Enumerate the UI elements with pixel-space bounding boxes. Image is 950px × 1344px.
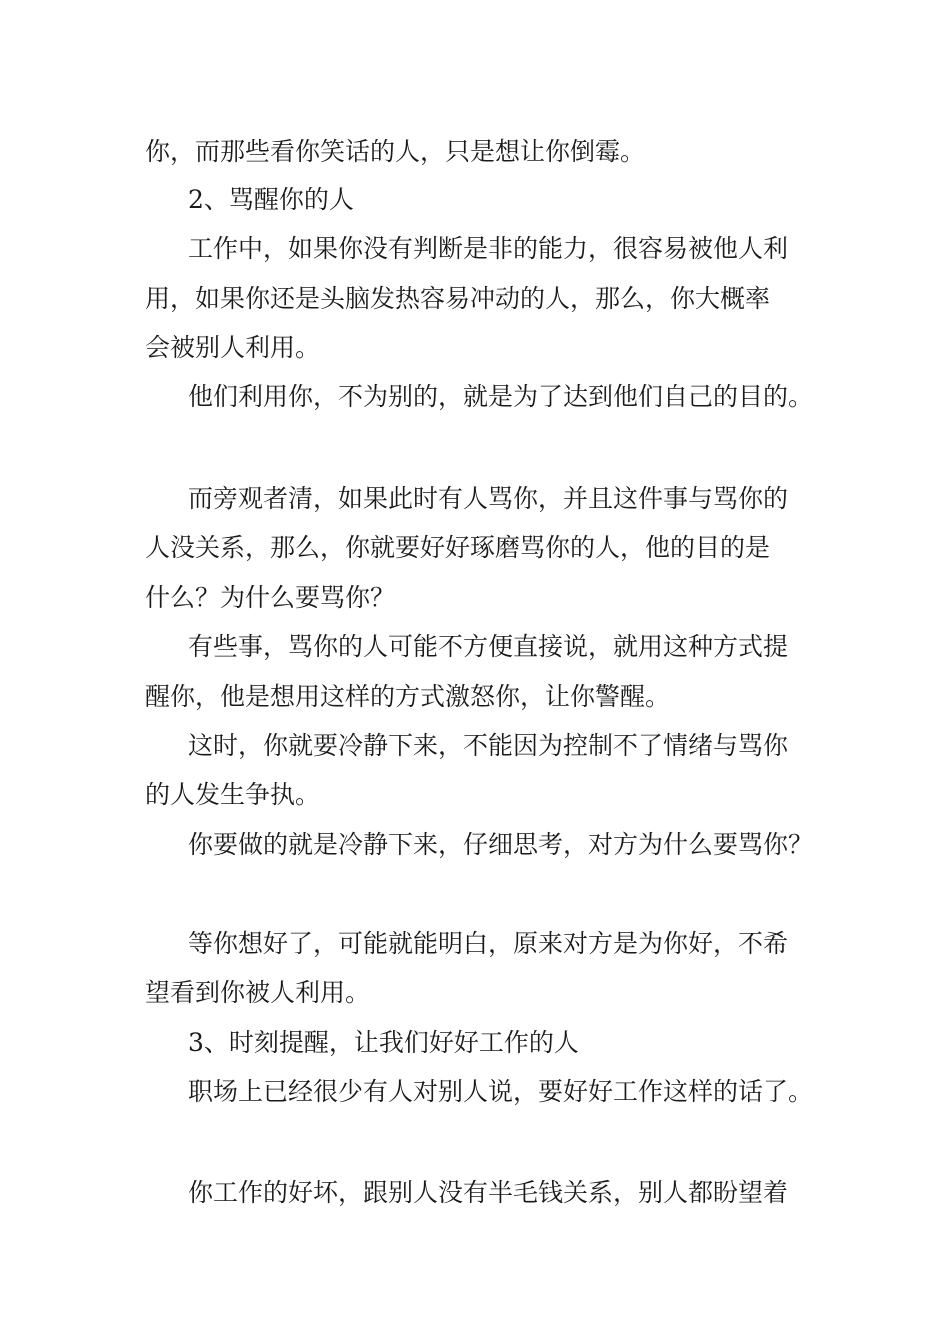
text-line: 这时，你就要冷静下来，不能因为控制不了情绪与骂你 <box>188 731 789 760</box>
section-heading: 3、时刻提醒，让我们好好工作的人 <box>188 1028 579 1057</box>
text-line: 有些事，骂你的人可能不方便直接说，就用这种方式提 <box>188 632 789 661</box>
text-line: 什么？为什么要骂你？ <box>145 583 396 612</box>
text-line: 你工作的好坏，跟别人没有半毛钱关系，别人都盼望着 <box>188 1178 789 1207</box>
text-line: 人没关系，那么，你就要好好琢磨骂你的人，他的目的是 <box>145 533 771 562</box>
text-line: 而旁观者清，如果此时有人骂你，并且这件事与骂你的 <box>188 484 789 513</box>
text-line: 会被别人利用。 <box>145 333 321 362</box>
text-line: 你要做的就是冷静下来，仔细思考，对方为什么要骂你？ <box>188 830 814 859</box>
text-line: 工作中，如果你没有判断是非的能力，很容易被他人利 <box>188 234 789 263</box>
text-line: 用，如果你还是头脑发热容易冲动的人，那么，你大概率 <box>145 284 771 313</box>
text-line: 醒你，他是想用这样的方式激怒你，让你警醒。 <box>145 682 671 711</box>
text-line: 你，而那些看你笑话的人，只是想让你倒霉。 <box>145 137 646 166</box>
text-line: 望看到你被人利用。 <box>145 978 371 1007</box>
text-line: 他们利用你，不为别的，就是为了达到他们自己的目的。 <box>188 382 814 411</box>
section-heading: 2、骂醒你的人 <box>188 185 354 214</box>
text-line: 职场上已经很少有人对别人说，要好好工作这样的话了。 <box>188 1077 814 1106</box>
text-line: 等你想好了，可能就能明白，原来对方是为你好，不希 <box>188 929 789 958</box>
text-line: 的人发生争执。 <box>145 780 321 809</box>
